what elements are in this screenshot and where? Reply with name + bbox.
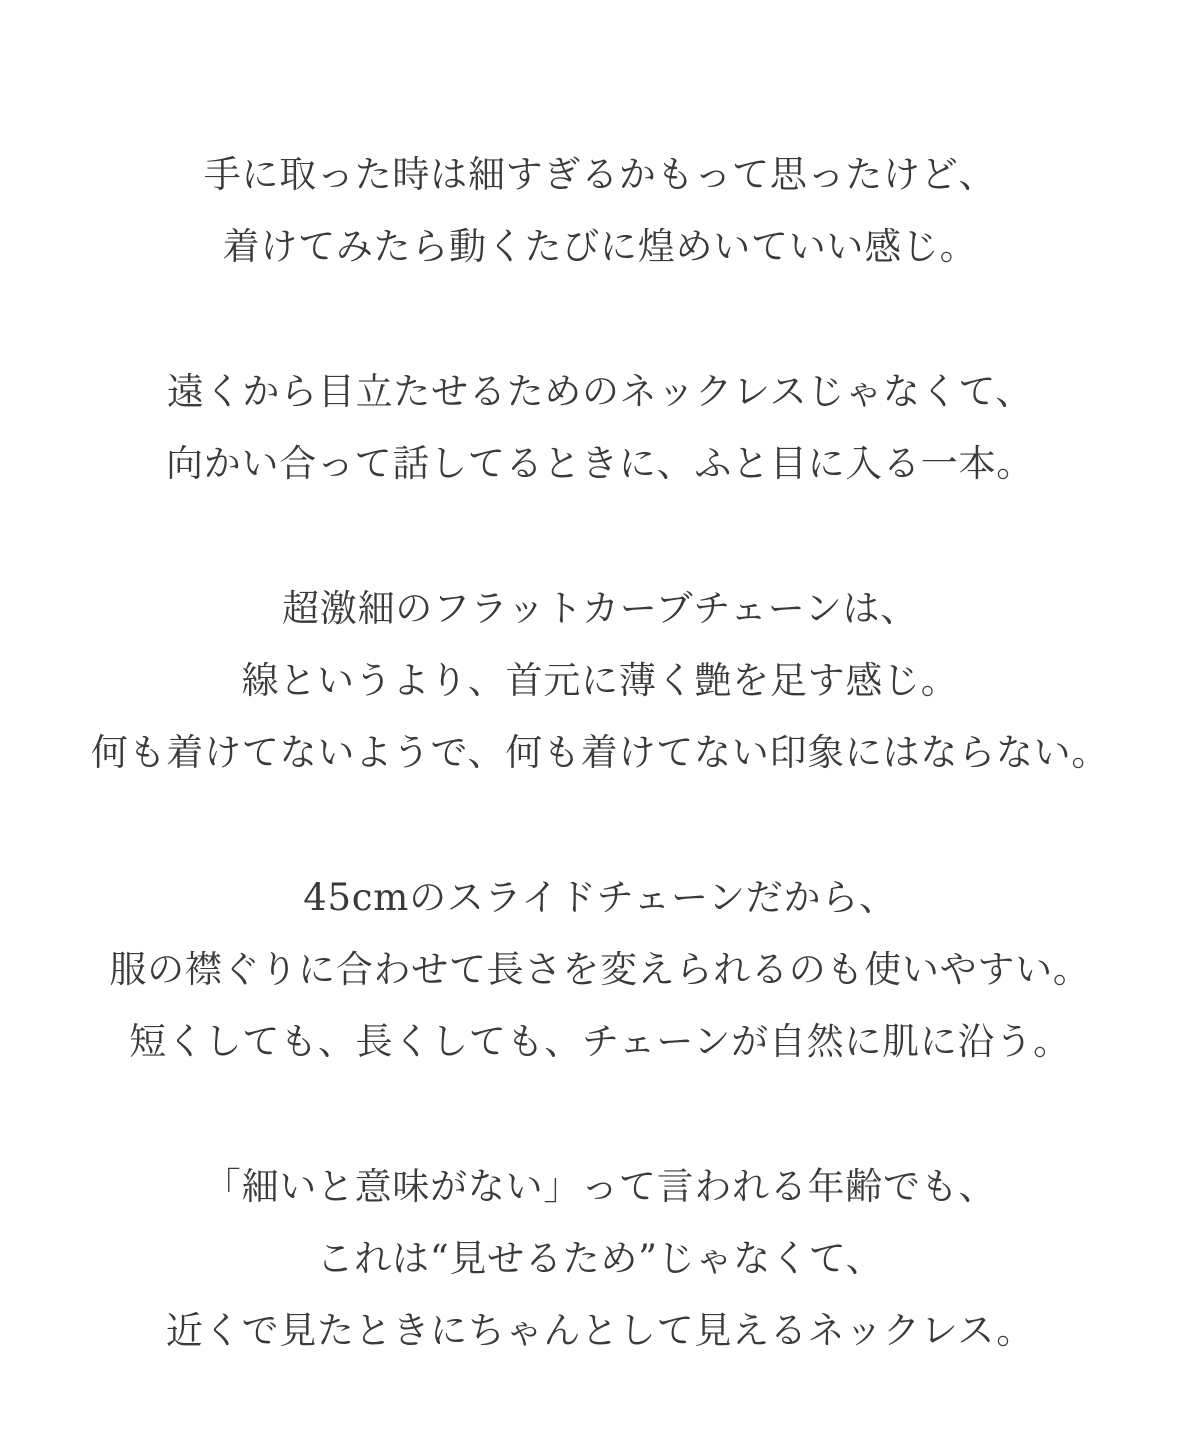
copy-line: これは“見せるため”じゃなくて、 — [316, 1237, 884, 1280]
copy-line: 「細いと意味がない」って言われる年齢でも、 — [203, 1165, 997, 1208]
copy-line: 線というより、首元に薄く艶を足す感じ。 — [241, 659, 959, 702]
copy-line: 向かい合って話してるときに、ふと目に入る一本。 — [165, 442, 1035, 485]
copy-paragraph-3 — [40, 573, 1160, 789]
copy-paragraph-5 — [40, 1151, 1160, 1367]
copy-line: 45cmのスライドチェーンだから、 — [303, 876, 897, 919]
copy-line: 遠くから目立たせるためのネックレスじゃなくて、 — [166, 370, 1034, 413]
copy-paragraph-4 — [40, 862, 1160, 1078]
copy-line: 短くしても、長くしても、チェーンが自然に肌に沿う。 — [129, 1020, 1071, 1063]
copy-line: 超激細のフラットカーブチェーンは、 — [281, 587, 919, 630]
copy-paragraph-2 — [40, 356, 1160, 500]
copy-line: 服の襟ぐりに合わせて長さを変えられるのも使いやすい。 — [109, 948, 1091, 991]
copy-line: 着けてみたら動くたびに煌めいていい感じ。 — [222, 225, 978, 268]
copy-paragraph-1 — [40, 139, 1160, 283]
copy-line: 手に取った時は細すぎるかもって思ったけど、 — [203, 153, 997, 196]
copy-line: 近くで見たときにちゃんとして見えるネックレス。 — [165, 1309, 1035, 1352]
copy-line: 何も着けてないようで、何も着けてない印象にはならない。 — [90, 731, 1110, 774]
